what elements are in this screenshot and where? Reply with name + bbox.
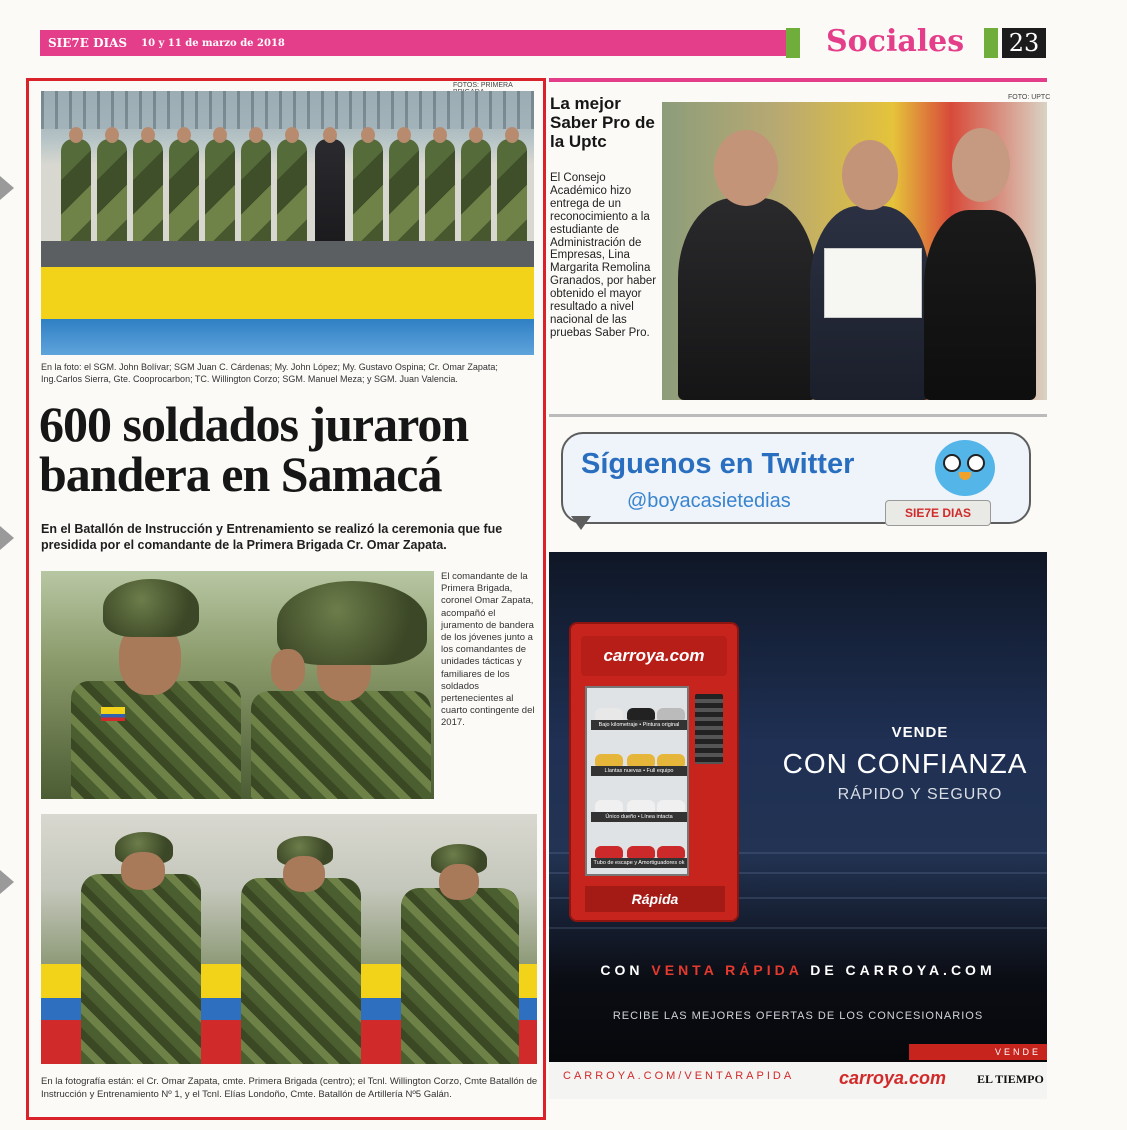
ceremony-stage-photo <box>41 91 534 355</box>
page-number: 23 <box>1002 28 1046 58</box>
twitter-promo <box>557 428 1047 536</box>
ad-headline: CON CONFIANZA <box>782 748 1028 779</box>
carroya-advertisement[interactable] <box>549 552 1047 1099</box>
ad-url-link[interactable]: CARROYA.COM/VENTARAPIDA <box>563 1070 795 1082</box>
ad-footer <box>549 1062 1047 1099</box>
uptc-article-title: La mejor Saber Pro de la Uptc <box>550 94 655 151</box>
tagline-post: DE CARROYA.COM <box>810 962 996 978</box>
page-edge-marker <box>0 526 14 550</box>
vending-machine-header <box>581 636 727 676</box>
page-edge-marker <box>0 870 14 894</box>
shelf-label: Llantas nuevas • Full equipo <box>591 766 687 776</box>
header-accent <box>786 28 800 58</box>
article-headline: 600 soldados juraron bandera en Samacá <box>39 396 469 502</box>
vending-machine-illustration <box>569 622 739 922</box>
twitter-handle[interactable]: @boyacasietedias <box>627 490 791 512</box>
shelf-label: Tubo de escape y Amortiguadores ok <box>591 858 687 868</box>
column-rule <box>549 78 1047 82</box>
page-edge-marker <box>0 176 14 200</box>
article-deck: En el Batallón de Instrucción y Entrenamiento se realizó la ceremonia que fue presidida por el comandante de la Primera Brigada Cr. Omar Zapata. <box>41 522 503 552</box>
ad-vende-text: VENDE <box>891 724 949 741</box>
shelf-label: Bajo kilometraje • Pintura original <box>591 720 687 730</box>
issue-date: 10 y 11 de marzo de 2018 <box>141 37 285 49</box>
speech-bubble <box>561 432 1031 524</box>
header-bar <box>40 30 800 56</box>
uptc-article-body: El Consejo Académico hizo entrega de un reconocimiento a la estudiante de Administración de Empresas, Lina Margarita Remolina Granados, por haber obtenido el mayor resultado a nivel nacional de las pruebas Saber Pro. <box>550 172 657 339</box>
photo-caption: En la foto: el SGM. John Bolívar; SGM Juan C. Cárdenas; My. John López; My. Gustavo Ospina; Cr. Omar Zapata; Ing.Carlos Sierra, Gte. Cooprocarbon; TC. Willington Corzo; SGM. Manuel Meza; y SGM. Juan Valencia. <box>41 362 498 384</box>
tagline-accent: VENTA RÁPIDA <box>651 962 803 978</box>
photo-caption: En la fotografía están: el Cr. Omar Zapata, cmte. Primera Brigada (centro); el Tcnl. Willington Corzo, Cmte Batallón de Instrucción y Entrenamiento Nº 1, y el Tcnl. Elías Londoño, Cmte. Batallón de Artillería Nº5 Galán. <box>41 1076 538 1100</box>
ad-tagline <box>549 962 1047 978</box>
officers-saluting-photo <box>41 814 537 1064</box>
column-rule <box>549 414 1047 417</box>
newspaper-logo: SIE7E DIAS <box>885 500 991 526</box>
twitter-promo-title: Síguenos en Twitter <box>581 448 855 480</box>
commander-with-soldiers-photo <box>41 571 434 799</box>
ad-subtext: RECIBE LAS MEJORES OFERTAS DE LOS CONCESIONARIOS <box>612 1010 984 1022</box>
ad-subheadline: RÁPIDO Y SEGURO <box>837 786 1003 803</box>
photo-caption: El comandante de la Primera Brigada, coronel Omar Zapata, acompañó el juramento de bandera de los jóvenes junto a los comandantes de unidades tácticas y familiares de los soldados pertenecientes al cuarto contingente del 2017. <box>441 571 535 729</box>
bird-mascot-icon <box>935 440 995 496</box>
carroya-logo: carroya.com <box>839 1068 947 1088</box>
photo-credit: FOTOS: PRIMERA <box>453 82 513 89</box>
el-tiempo-logo: EL TIEMPO <box>977 1072 1044 1086</box>
section-title: Sociales <box>826 24 965 59</box>
award-ceremony-photo <box>662 102 1047 400</box>
tagline-pre: CON <box>600 962 644 978</box>
vending-brand: carroya.com <box>603 646 705 665</box>
shelf-label: Único dueño • Línea intacta <box>591 812 687 822</box>
vending-window <box>585 686 689 876</box>
photo-credit: FOTO: UPTC <box>1008 94 1051 101</box>
ad-red-tag: VENDE <box>909 1044 1047 1060</box>
vending-footer-label: Rápida <box>585 886 725 912</box>
speech-bubble-tail <box>571 516 591 530</box>
vending-keypad <box>695 694 723 764</box>
main-article <box>26 78 546 1120</box>
newspaper-brand: SIE7E DIAS <box>48 36 128 50</box>
page-number-accent <box>984 28 998 58</box>
